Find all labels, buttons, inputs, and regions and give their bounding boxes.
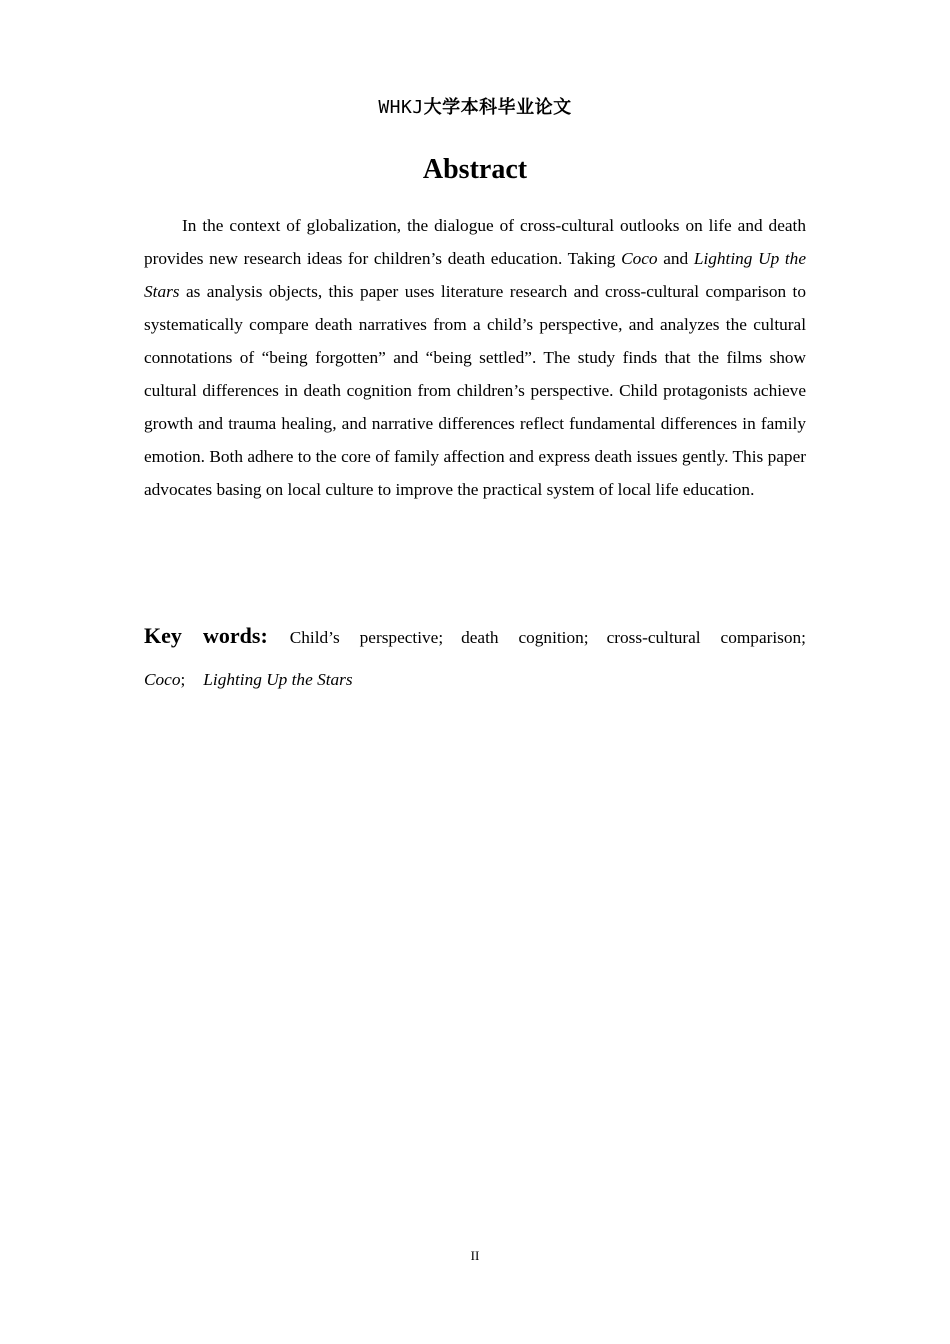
keyword-item: Child’s perspective; [289,628,444,647]
header-university-code: WHKJ [378,97,424,118]
keyword-item-coco: Coco [144,670,181,689]
keyword-item: cross-cultural comparison; [606,628,806,647]
header-thesis-label: 大学本科毕业论文 [423,97,572,118]
page-number: II [470,1248,480,1263]
keyword-separator: ; [180,670,186,689]
abstract-text-1: In the context of globalization, the dialogue of cross-cultural outlooks on life and death provides new research ideas for children’s death education. Taking [144,216,806,268]
running-header [0,96,950,120]
keyword-item-lighting-up-the-stars: Lighting Up the Stars [203,670,353,689]
abstract-text-3: as analysis objects, this paper uses literature research and cross-cultural comparison to systematically compare death narratives from a child’s perspective, and analyzes the cultural connotations of “being forgotten” and “being settled”. The study finds that the films show cultural differences in death cognition from children’s perspective. Child protagonists achieve growth and trauma healing, and narrative differences reflect fundamental differences in family emotion. Both adhere to the core of family affection and express death issues gently. This paper advocates basing on local culture to improve the practical system of local life education. [144,282,806,499]
keywords-label: Key words: [144,623,268,648]
abstract-body [144,209,806,506]
film-title-coco: Coco [621,249,658,268]
keywords-line [144,615,806,701]
abstract-text-2: and [657,249,694,268]
film-title-lighting-up-the-stars: Lighting Up the Stars [144,249,806,301]
abstract-title: Abstract [422,154,528,185]
keyword-item: death cognition; [461,628,589,647]
